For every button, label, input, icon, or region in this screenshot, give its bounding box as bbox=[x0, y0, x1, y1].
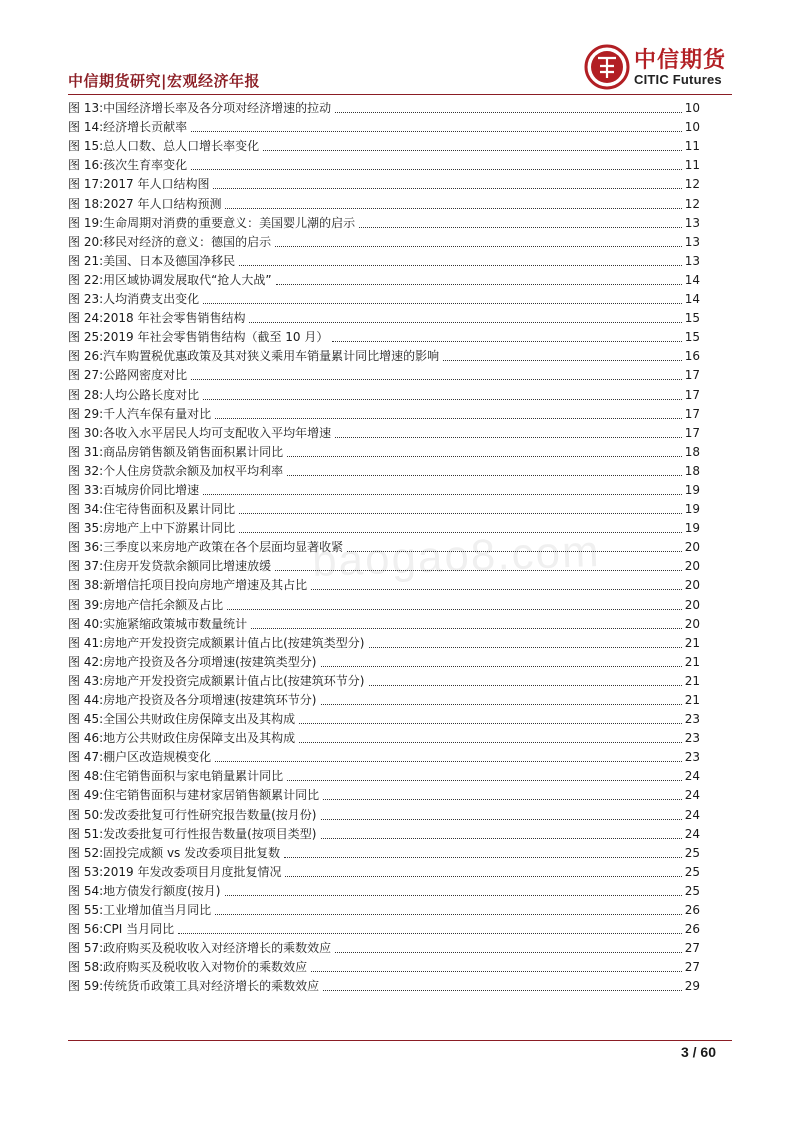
toc-dot-leader bbox=[251, 628, 682, 629]
toc-entry-page: 13 bbox=[684, 234, 700, 249]
toc-entry-label: 图 13:中国经济增长率及各分项对经济增速的拉动 bbox=[68, 101, 332, 116]
toc-entry[interactable] bbox=[68, 307, 700, 326]
toc-entry-page: 16 bbox=[684, 349, 700, 364]
toc-entry-page: 19 bbox=[684, 482, 700, 497]
toc-entry-label: 图 42:房地产投资及各分项增速(按建筑类型分) bbox=[68, 654, 317, 669]
toc-entry-label: 图 27:公路网密度对比 bbox=[68, 368, 188, 383]
toc-entry[interactable] bbox=[68, 517, 700, 536]
toc-entry-page: 20 bbox=[684, 597, 700, 612]
toc-entry-label: 图 18:2027 年人口结构预测 bbox=[68, 196, 222, 211]
header-divider bbox=[68, 94, 732, 95]
toc-entry-label: 图 32:个人住房贷款余额及加权平均利率 bbox=[68, 463, 284, 478]
toc-dot-leader bbox=[215, 418, 682, 419]
toc-dot-leader bbox=[203, 494, 682, 495]
toc-dot-leader bbox=[287, 475, 682, 476]
toc-entry[interactable] bbox=[68, 651, 700, 670]
toc-entry-page: 20 bbox=[684, 540, 700, 555]
toc-entry-page: 13 bbox=[684, 253, 700, 268]
citic-emblem-icon bbox=[584, 44, 630, 90]
toc-dot-leader bbox=[323, 990, 682, 991]
toc-entry-page: 21 bbox=[684, 693, 700, 707]
toc-entry-page: 29 bbox=[684, 979, 700, 994]
toc-dot-leader bbox=[335, 112, 682, 113]
toc-entry[interactable] bbox=[68, 918, 700, 937]
toc-entry-label: 图 50:发改委批复可行性研究报告数量(按月份) bbox=[68, 807, 317, 822]
toc-dot-leader bbox=[239, 513, 682, 514]
report-header-title: 中信期货研究|宏观经济年报 bbox=[68, 72, 260, 90]
toc-entry-page: 12 bbox=[684, 196, 700, 211]
toc-entry-label: 图 58:政府购买及税收收入对物价的乘数效应 bbox=[68, 960, 308, 975]
toc-entry[interactable] bbox=[68, 861, 700, 880]
toc-dot-leader bbox=[249, 322, 681, 323]
toc-entry-label: 图 21:美国、日本及德国净移民 bbox=[68, 253, 236, 268]
toc-entry-label: 图 49:住宅销售面积与建材家居销售额累计同比 bbox=[68, 788, 320, 803]
toc-entry-label: 图 35:房地产上中下游累计同比 bbox=[68, 521, 236, 536]
toc-dot-leader bbox=[321, 704, 682, 705]
toc-entry-label: 图 52:固投完成额 vs 发改委项目批复数 bbox=[68, 845, 281, 860]
toc-dot-leader bbox=[191, 169, 682, 170]
toc-entry-page: 19 bbox=[684, 502, 700, 517]
toc-dot-leader bbox=[311, 589, 682, 590]
toc-entry-label: 图 22:用区域协调发展取代“抢人大战” bbox=[68, 272, 272, 287]
toc-entry-label: 图 41:房地产开发投资完成额累计值占比(按建筑类型分) bbox=[68, 635, 365, 650]
toc-entry-label: 图 59:传统货币政策工具对经济增长的乘数效应 bbox=[68, 979, 320, 994]
toc-dot-leader bbox=[203, 399, 682, 400]
toc-entry-page: 14 bbox=[684, 292, 700, 307]
toc-entry[interactable] bbox=[68, 192, 700, 211]
toc-entry-label: 图 48:住宅销售面积与家电销量累计同比 bbox=[68, 769, 284, 784]
toc-entry-page: 11 bbox=[684, 158, 700, 173]
toc-entry[interactable] bbox=[68, 746, 700, 765]
toc-entry-label: 图 28:人均公路长度对比 bbox=[68, 387, 200, 402]
toc-entry-page: 24 bbox=[684, 769, 700, 784]
toc-dot-leader bbox=[284, 857, 682, 858]
toc-dot-leader bbox=[287, 456, 682, 457]
toc-dot-leader bbox=[285, 876, 681, 877]
toc-dot-leader bbox=[443, 360, 682, 361]
toc-entry-page: 10 bbox=[684, 101, 700, 116]
toc-dot-leader bbox=[321, 819, 682, 820]
toc-entry-label: 图 29:千人汽车保有量对比 bbox=[68, 406, 212, 421]
toc-entry-page: 12 bbox=[684, 177, 700, 192]
toc-entry[interactable] bbox=[68, 689, 700, 708]
toc-entry[interactable] bbox=[68, 269, 700, 288]
toc-entry[interactable] bbox=[68, 784, 700, 803]
toc-entry-label: 图 45:全国公共财政住房保障支出及其构成 bbox=[68, 712, 296, 727]
toc-entry-page: 26 bbox=[684, 922, 700, 937]
toc-dot-leader bbox=[311, 971, 682, 972]
toc-entry-page: 21 bbox=[684, 673, 700, 688]
toc-entry-page: 17 bbox=[684, 425, 700, 440]
toc-dot-leader bbox=[215, 914, 682, 915]
toc-entry-label: 图 20:移民对经济的意义：德国的启示 bbox=[68, 234, 272, 249]
toc-entry-page: 10 bbox=[684, 120, 700, 135]
toc-entry-page: 23 bbox=[684, 731, 700, 746]
toc-entry-page: 24 bbox=[684, 826, 700, 841]
toc-entry-page: 20 bbox=[684, 559, 700, 574]
toc-entry[interactable] bbox=[68, 479, 700, 498]
toc-entry[interactable] bbox=[68, 250, 700, 269]
toc-entry-page: 20 bbox=[684, 578, 700, 593]
toc-entry-page: 17 bbox=[684, 368, 700, 383]
toc-entry[interactable] bbox=[68, 403, 700, 422]
toc-entry[interactable] bbox=[68, 899, 700, 918]
toc-dot-leader bbox=[263, 150, 682, 151]
toc-entry-page: 25 bbox=[684, 845, 700, 860]
toc-dot-leader bbox=[239, 265, 682, 266]
toc-dot-leader bbox=[215, 761, 682, 762]
toc-entry[interactable] bbox=[68, 173, 700, 192]
footer-divider bbox=[68, 1040, 732, 1041]
toc-entry[interactable] bbox=[68, 708, 700, 727]
toc-dot-leader bbox=[359, 227, 682, 228]
toc-entry-label: 图 40:实施紧缩政策城市数量统计 bbox=[68, 616, 248, 631]
toc-entry[interactable] bbox=[68, 727, 700, 746]
toc-dot-leader bbox=[213, 188, 681, 189]
citic-futures-logo bbox=[584, 42, 734, 92]
page-number: 3 / 60 bbox=[680, 1044, 716, 1060]
toc-entry-page: 23 bbox=[684, 750, 700, 765]
toc-entry[interactable] bbox=[68, 364, 700, 383]
toc-entry-page: 17 bbox=[684, 387, 700, 402]
toc-entry[interactable] bbox=[68, 765, 700, 784]
toc-dot-leader bbox=[369, 685, 682, 686]
toc-entry-label: 图 57:政府购买及税收收入对经济增长的乘数效应 bbox=[68, 941, 332, 956]
toc-entry-label: 图 37:住房开发贷款余额同比增速放缓 bbox=[68, 559, 272, 574]
toc-entry[interactable] bbox=[68, 498, 700, 517]
toc-dot-leader bbox=[299, 723, 682, 724]
toc-entry[interactable] bbox=[68, 288, 700, 307]
toc-entry-page: 23 bbox=[684, 712, 700, 727]
toc-dot-leader bbox=[275, 246, 682, 247]
toc-entry[interactable] bbox=[68, 975, 700, 994]
toc-entry-label: 图 17:2017 年人口结构图 bbox=[68, 177, 210, 192]
toc-entry-label: 图 46:地方公共财政住房保障支出及其构成 bbox=[68, 731, 296, 746]
toc-dot-leader bbox=[335, 952, 682, 953]
toc-entry-page: 17 bbox=[684, 406, 700, 421]
toc-entry-label: 图 53:2019 年发改委项目月度批复情况 bbox=[68, 864, 282, 879]
toc-dot-leader bbox=[276, 284, 682, 285]
toc-entry-page: 21 bbox=[684, 654, 700, 669]
toc-entry-label: 图 14:经济增长贡献率 bbox=[68, 120, 188, 135]
toc-entry-page: 15 bbox=[684, 330, 700, 345]
toc-entry-label: 图 25:2019 年社会零售销售结构（截至 10 月） bbox=[68, 330, 329, 345]
toc-dot-leader bbox=[203, 303, 682, 304]
toc-dot-leader bbox=[225, 208, 681, 209]
toc-entry-label: 图 47:棚户区改造规模变化 bbox=[68, 750, 212, 765]
toc-entry-page: 27 bbox=[684, 941, 700, 956]
toc-entry-page: 19 bbox=[684, 521, 700, 536]
toc-entry-label: 图 23:人均消费支出变化 bbox=[68, 292, 200, 307]
toc-entry[interactable] bbox=[68, 842, 700, 861]
toc-entry-label: 图 33:百城房价同比增速 bbox=[68, 482, 200, 497]
toc-dot-leader bbox=[369, 647, 682, 648]
toc-entry-page: 21 bbox=[684, 635, 700, 650]
toc-entry-page: 11 bbox=[684, 139, 700, 154]
toc-entry[interactable] bbox=[68, 212, 700, 231]
toc-entry[interactable] bbox=[68, 460, 700, 479]
toc-dot-leader bbox=[299, 742, 682, 743]
toc-dot-leader bbox=[191, 379, 682, 380]
toc-entry[interactable] bbox=[68, 441, 700, 460]
toc-entry-page: 18 bbox=[684, 463, 700, 478]
toc-entry-label: 图 15:总人口数、总人口增长率变化 bbox=[68, 139, 260, 154]
logo-brand-en: CITIC Futures bbox=[634, 72, 722, 87]
toc-entry-label: 图 44:房地产投资及各分项增速(按建筑环节分) bbox=[68, 693, 317, 707]
toc-entry[interactable] bbox=[68, 632, 700, 651]
toc-entry-label: 图 30:各收入水平居民人均可支配收入平均年增速 bbox=[68, 425, 332, 440]
toc-entry[interactable] bbox=[68, 670, 700, 689]
toc-entry[interactable] bbox=[68, 135, 700, 154]
logo-brand-cn: 中信期货 bbox=[634, 48, 727, 73]
toc-entry-label: 图 54:地方债发行额度(按月) bbox=[68, 883, 221, 898]
toc-entry-label: 图 36:三季度以来房地产政策在各个层面均显著收紧 bbox=[68, 540, 344, 555]
toc-dot-leader bbox=[178, 933, 682, 934]
toc-dot-leader bbox=[287, 780, 682, 781]
toc-entry[interactable] bbox=[68, 154, 700, 173]
toc-entry-label: 图 26:汽车购置税优惠政策及其对狭义乘用车销量累计同比增速的影响 bbox=[68, 349, 440, 364]
toc-dot-leader bbox=[321, 666, 682, 667]
toc-entry[interactable] bbox=[68, 880, 700, 899]
toc-entry[interactable] bbox=[68, 593, 700, 612]
toc-entry-page: 15 bbox=[684, 311, 700, 326]
toc-dot-leader bbox=[332, 341, 681, 342]
toc-entry-label: 图 43:房地产开发投资完成额累计值占比(按建筑环节分) bbox=[68, 673, 365, 688]
toc-entry-label: 图 24:2018 年社会零售销售结构 bbox=[68, 311, 246, 326]
toc-entry[interactable] bbox=[68, 326, 700, 345]
toc-entry-page: 20 bbox=[684, 616, 700, 631]
watermark: baogao8.com bbox=[311, 526, 602, 587]
toc-entry-page: 27 bbox=[684, 960, 700, 975]
toc-entry[interactable] bbox=[68, 937, 700, 956]
toc-entry[interactable] bbox=[68, 422, 700, 441]
toc-entry-page: 26 bbox=[684, 903, 700, 918]
toc-entry[interactable] bbox=[68, 345, 700, 364]
toc-entry[interactable] bbox=[68, 116, 700, 135]
toc-entry-label: 图 56:CPI 当月同比 bbox=[68, 922, 175, 937]
toc-entry-page: 24 bbox=[684, 807, 700, 822]
toc-entry-label: 图 19:生命周期对消费的重要意义：美国婴儿潮的启示 bbox=[68, 215, 356, 230]
toc-entry-label: 图 34:住宅待售面积及累计同比 bbox=[68, 502, 236, 517]
toc-entry-label: 图 16:孩次生育率变化 bbox=[68, 158, 188, 173]
toc-entry-page: 14 bbox=[684, 272, 700, 287]
toc-entry[interactable] bbox=[68, 823, 700, 842]
toc-dot-leader bbox=[323, 799, 682, 800]
toc-entry-label: 图 55:工业增加值当月同比 bbox=[68, 903, 212, 918]
toc-entry[interactable] bbox=[68, 383, 700, 402]
toc-entry-page: 24 bbox=[684, 788, 700, 803]
toc-dot-leader bbox=[321, 838, 682, 839]
toc-entry[interactable] bbox=[68, 803, 700, 822]
toc-entry-page: 25 bbox=[684, 864, 700, 879]
toc-entry[interactable] bbox=[68, 231, 700, 250]
toc-dot-leader bbox=[335, 437, 682, 438]
toc-entry-label: 图 39:房地产信托余额及占比 bbox=[68, 597, 224, 612]
toc-dot-leader bbox=[191, 131, 682, 132]
toc-entry-label: 图 38:新增信托项目投向房地产增速及其占比 bbox=[68, 578, 308, 593]
toc-entry[interactable] bbox=[68, 613, 700, 632]
toc-entry-label: 图 31:商品房销售额及销售面积累计同比 bbox=[68, 444, 284, 459]
toc-entry-page: 18 bbox=[684, 444, 700, 459]
toc-entry-page: 25 bbox=[684, 883, 700, 898]
toc-dot-leader bbox=[227, 609, 682, 610]
toc-entry-page: 13 bbox=[684, 215, 700, 230]
toc-entry[interactable] bbox=[68, 97, 700, 116]
toc-entry-label: 图 51:发改委批复可行性报告数量(按项目类型) bbox=[68, 826, 317, 841]
toc-dot-leader bbox=[225, 895, 682, 896]
toc-entry[interactable] bbox=[68, 956, 700, 975]
